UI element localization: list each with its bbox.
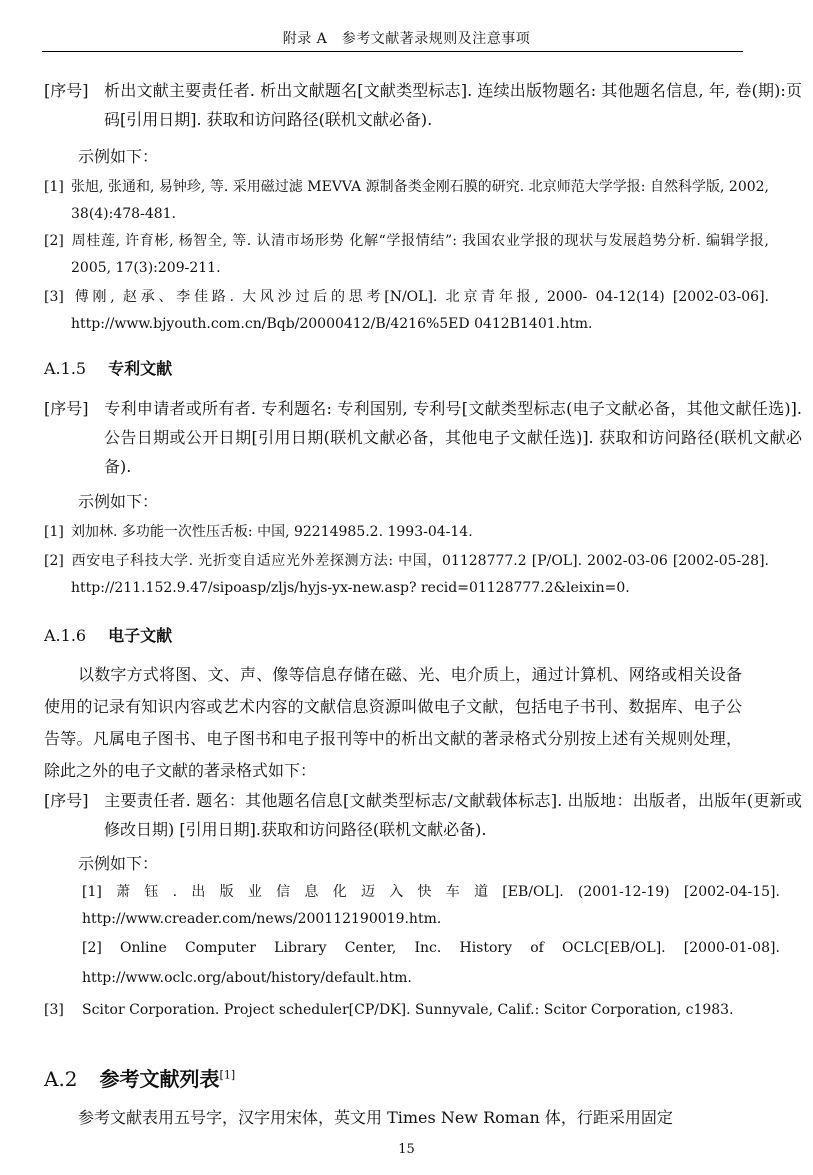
reference-item [44,548,769,602]
reference-text: 西安电子科技大学. 光折变自适应光外差探测方法: 中国，01128777.2 [P/OL]. 2002-03-06 [2002-05-28]. http://211.152.9.47/sipoasp/zljs/hyjs-yx-new.asp? recid=01128777.2&leixin=0. [71,553,769,596]
section-number: A.1.5 [44,359,87,378]
section-heading-patent [44,356,742,379]
reference-item [44,519,769,546]
reference-text: 张旭, 张通和, 易钟珍, 等. 采用磁过滤 MEVVA 源制备类金刚石膜的研究. 北京师范大学学报: 自然科学版, 2002, 38(4):478-481. [71,179,769,222]
header-rule [42,51,743,52]
format-periodical [44,76,802,134]
reference-number: [3] [44,1002,64,1018]
section-heading-reference-list [44,1063,742,1092]
reference-word: . [172,884,178,900]
reference-word: 钰 [144,884,159,900]
reference-word: 化 [332,884,347,900]
reference-text: Scitor Corporation. Project scheduler[CP/DK]. Sunnyvale, Calif.: Scitor Corporation, c1983. [82,1002,734,1018]
reference-number: [1] [44,524,64,540]
reference-item [44,997,780,1024]
reference-item [44,174,769,228]
format-electronic [44,786,802,844]
example-label: 示例如下： [78,492,159,511]
reference-number: [2] [44,233,64,249]
reference-line-justified [82,879,780,906]
reference-word: 息 [304,884,319,900]
reference-number: [3] [44,289,64,305]
section-number: A.1.6 [44,626,87,645]
reference-word: 道 [474,884,489,900]
section-title: 专利文献 [108,359,173,378]
page-number: 15 [398,1142,415,1157]
reference-number: [1] [44,179,64,195]
reference-word: of [530,940,544,956]
reference-word: 迈 [360,884,375,900]
reference-word: 业 [247,884,262,900]
reference-number: [2] [82,940,102,956]
reference-item [44,284,769,338]
reference-word: 版 [219,884,234,900]
reference-item [44,228,769,282]
format-patent [44,394,802,481]
reference-word: [2002-04-15]. [683,884,780,900]
reference-word: Computer [184,940,256,956]
reference-word: History [459,940,513,956]
format-text: 析出文献主要责任者. 析出文献题名[文献类型标志]. 连续出版物题名: 其他题名信息, 年, 卷(期):页码[引用日期]. 获取和访问路径(联机文献必备). [104,81,802,129]
reference-word: OCLC[EB/OL]. [562,940,666,956]
format-text: 主要责任者. 题名：其他题名信息[文献类型标志/文献载体标志]. 出版地：出版者，出版年(更新或修改日期) [引用日期].获取和访问路径(联机文献必备). [104,791,802,839]
reference-text: 周桂莲, 许育彬, 杨智全, 等. 认清市场形势 化解“学报情结”: 我国农业学报的现状与发展趋势分析. 编辑学报, 2005, 17(3):209-211. [71,233,769,276]
reference-text: 傅刚, 赵承、李佳路. 大风沙过后的思考[N/OL]. 北京青年报, 2000- 04-12(14) [2002-03-06]. http://www.bjyouth.com.cn/Bqb/20000412/B/4216%5ED 0412B1401.htm. [71,289,769,332]
example-label: 示例如下： [78,147,159,166]
reference-word: 出 [191,884,206,900]
body-paragraph: 参考文献表用五号字，汉字用宋体，英文用 Times New Roman 体，行距采用固定 [78,1108,673,1127]
running-header: 附录 A 参考文献著录规则及注意事项 [282,31,531,47]
reference-word: 入 [389,884,404,900]
reference-number: [2] [44,553,64,569]
reference-word: (2001-12-19) [577,884,670,900]
reference-word: 车 [445,884,460,900]
reference-word: Inc. [414,940,442,956]
reference-text: 刘加林. 多功能一次性压舌板: 中国, 92214985.2. 1993-04-14. [71,524,473,540]
reference-word: 信 [276,884,291,900]
reference-item [44,935,780,992]
reference-word: [EB/OL]. [502,884,564,900]
section-title: 参考文献列表 [99,1067,220,1091]
section-number: A.2 [44,1067,78,1091]
footnote-marker: [1] [219,1068,236,1082]
section-heading-electronic [44,623,742,646]
format-tag: [序号] [44,791,89,810]
reference-word: Library [274,940,327,956]
reference-word: [2000-01-08]. [683,940,780,956]
reference-line-justified [82,935,780,962]
reference-item [44,879,780,933]
section-title: 电子文献 [108,626,173,645]
reference-word: Online [120,940,167,956]
reference-url: http://www.oclc.org/about/history/default.htm. [82,970,412,986]
format-tag: [序号] [44,399,89,418]
example-label: 示例如下： [78,854,159,873]
body-paragraph: 以数字方式将图、文、声、像等信息存储在磁、光、电介质上，通过计算机、网络或相关设备使用的记录有知识内容或艺术内容的文献信息资源叫做电子文献，包括电子书刊、数据库、电子公告等。凡属电子图书、电子图书和电子报刊等中的析出文献的著录格式分别按上述有关规则处理，除此之外的电子文献的著录格式如下： [44,665,742,780]
reference-word: 萧 [116,884,131,900]
reference-url: http://www.creader.com/news/200112190019.htm. [82,911,442,927]
reference-word: 快 [417,884,432,900]
format-text: 专利申请者或所有者. 专利题名: 专利国别, 专利号[文献类型标志(电子文献必备，其他文献任选)]. 公告日期或公开日期[引用日期(联机文献必备，其他电子文献任选)]. 获取和访问路径(联机文献必备). [104,399,802,476]
reference-number: [1] [82,884,102,900]
format-tag: [序号] [44,81,89,100]
reference-word: Center, [344,940,397,956]
